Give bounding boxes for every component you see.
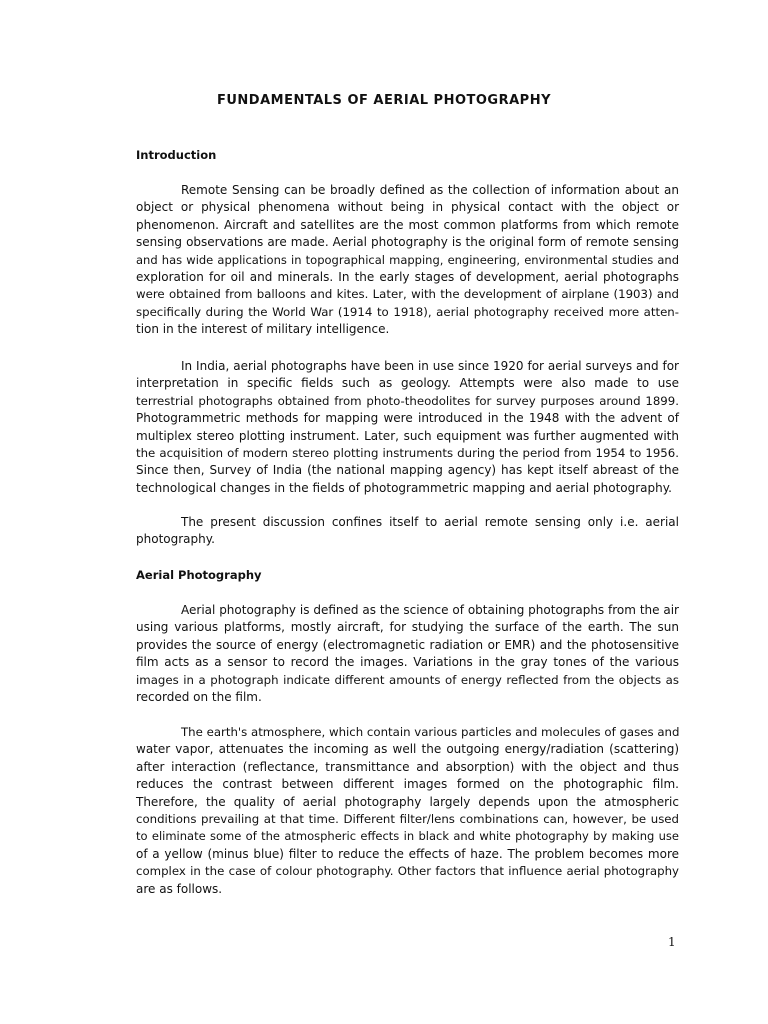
text-line: The present discussion confines itself to aerial remote sensing only i.e. aerial xyxy=(181,515,679,529)
text-line: conditions prevailing at that time. Different filter/lens combinations can, however, be used xyxy=(136,812,679,827)
text-line: after interaction (reflectance, transmittance and absorption) with the object and thus xyxy=(136,759,679,774)
text-line: recorded on the film. xyxy=(136,690,262,705)
text-line: complex in the case of colour photography. Other factors that influence aerial photography xyxy=(136,864,679,879)
text-line: Therefore, the quality of aerial photography largely depends upon the atmospheric xyxy=(136,794,679,809)
section-heading-introduction: Introduction xyxy=(136,148,217,162)
text-line: sensing observations are made. Aerial photography is the original form of remote sensing xyxy=(136,235,679,250)
text-line: film acts as a sensor to record the images. Variations in the gray tones of the various xyxy=(136,655,679,670)
text-line: using various platforms, mostly aircraft, for studying the surface of the earth. The sun xyxy=(136,620,679,635)
text-line: exploration for oil and minerals. In the early stages of development, aerial photographs xyxy=(136,270,679,285)
text-line: Aerial photography is defined as the science of obtaining photographs from the air xyxy=(181,603,679,617)
text-line: tion in the interest of military intelligence. xyxy=(136,322,390,337)
text-line: images in a photograph indicate different amounts of energy reflected from the objects as xyxy=(136,672,679,687)
text-line: provides the source of energy (electromagnetic radiation or EMR) and the photosensitive xyxy=(136,637,679,652)
text-line: technological changes in the fields of photogrammetric mapping and aerial photography. xyxy=(136,480,672,495)
document-title: FUNDAMENTALS OF AERIAL PHOTOGRAPHY xyxy=(216,93,551,108)
text-line: Since then, Survey of India (the national mapping agency) has kept itself abreast of the xyxy=(136,463,679,478)
text-line: interpretation in specific fields such as geology. Attempts were also made to use xyxy=(136,376,679,391)
text-line: specifically during the World War (1914 to 1918), aerial photography received more atten- xyxy=(136,304,679,319)
paragraph-intro-1 xyxy=(136,182,679,339)
text-line: reduces the contrast between different images formed on the photographic film. xyxy=(136,777,679,792)
paragraph-intro-3 xyxy=(136,514,679,549)
text-line: of a yellow (minus blue) filter to reduce the effects of haze. The problem becomes more xyxy=(136,846,679,861)
text-line: object or physical phenomena without being in physical contact with the object or xyxy=(136,200,679,215)
text-line: multiplex stereo plotting instrument. Later, such equipment was further augmented with xyxy=(136,428,679,443)
text-line: and has wide applications in topographical mapping, engineering, environmental studies and xyxy=(136,252,679,267)
paragraph-intro-2 xyxy=(136,358,679,497)
text-line: The earth's atmosphere, which contain various particles and molecules of gases and xyxy=(181,725,680,739)
paragraph-aerial-2 xyxy=(136,724,679,898)
text-line: phenomenon. Aircraft and satellites are the most common platforms from which remote xyxy=(136,217,679,232)
text-line: In India, aerial photographs have been in use since 1920 for aerial surveys and for xyxy=(181,359,679,373)
text-line: are as follows. xyxy=(136,881,223,896)
text-line: Remote Sensing can be broadly defined as the collection of information about an xyxy=(181,183,679,197)
section-heading-aerial-photography: Aerial Photography xyxy=(136,568,262,582)
page-number: 1 xyxy=(668,935,676,949)
text-line: to eliminate some of the atmospheric effects in black and white photography by making use xyxy=(136,829,679,844)
text-line: terrestrial photographs obtained from photo-theodolites for survey purposes around 1899. xyxy=(136,393,679,408)
text-line: Photogrammetric methods for mapping were introduced in the 1948 with the advent of xyxy=(136,411,679,426)
text-line: water vapor, attenuates the incoming as well the outgoing energy/radiation (scattering) xyxy=(136,742,679,757)
text-line: were obtained from balloons and kites. Later, with the development of airplane (1903) and xyxy=(136,287,679,302)
text-line: photography. xyxy=(136,532,215,547)
paragraph-aerial-1 xyxy=(136,602,679,706)
text-line: the acquisition of modern stereo plotting instruments during the period from 1954 to 1956. xyxy=(136,446,679,461)
